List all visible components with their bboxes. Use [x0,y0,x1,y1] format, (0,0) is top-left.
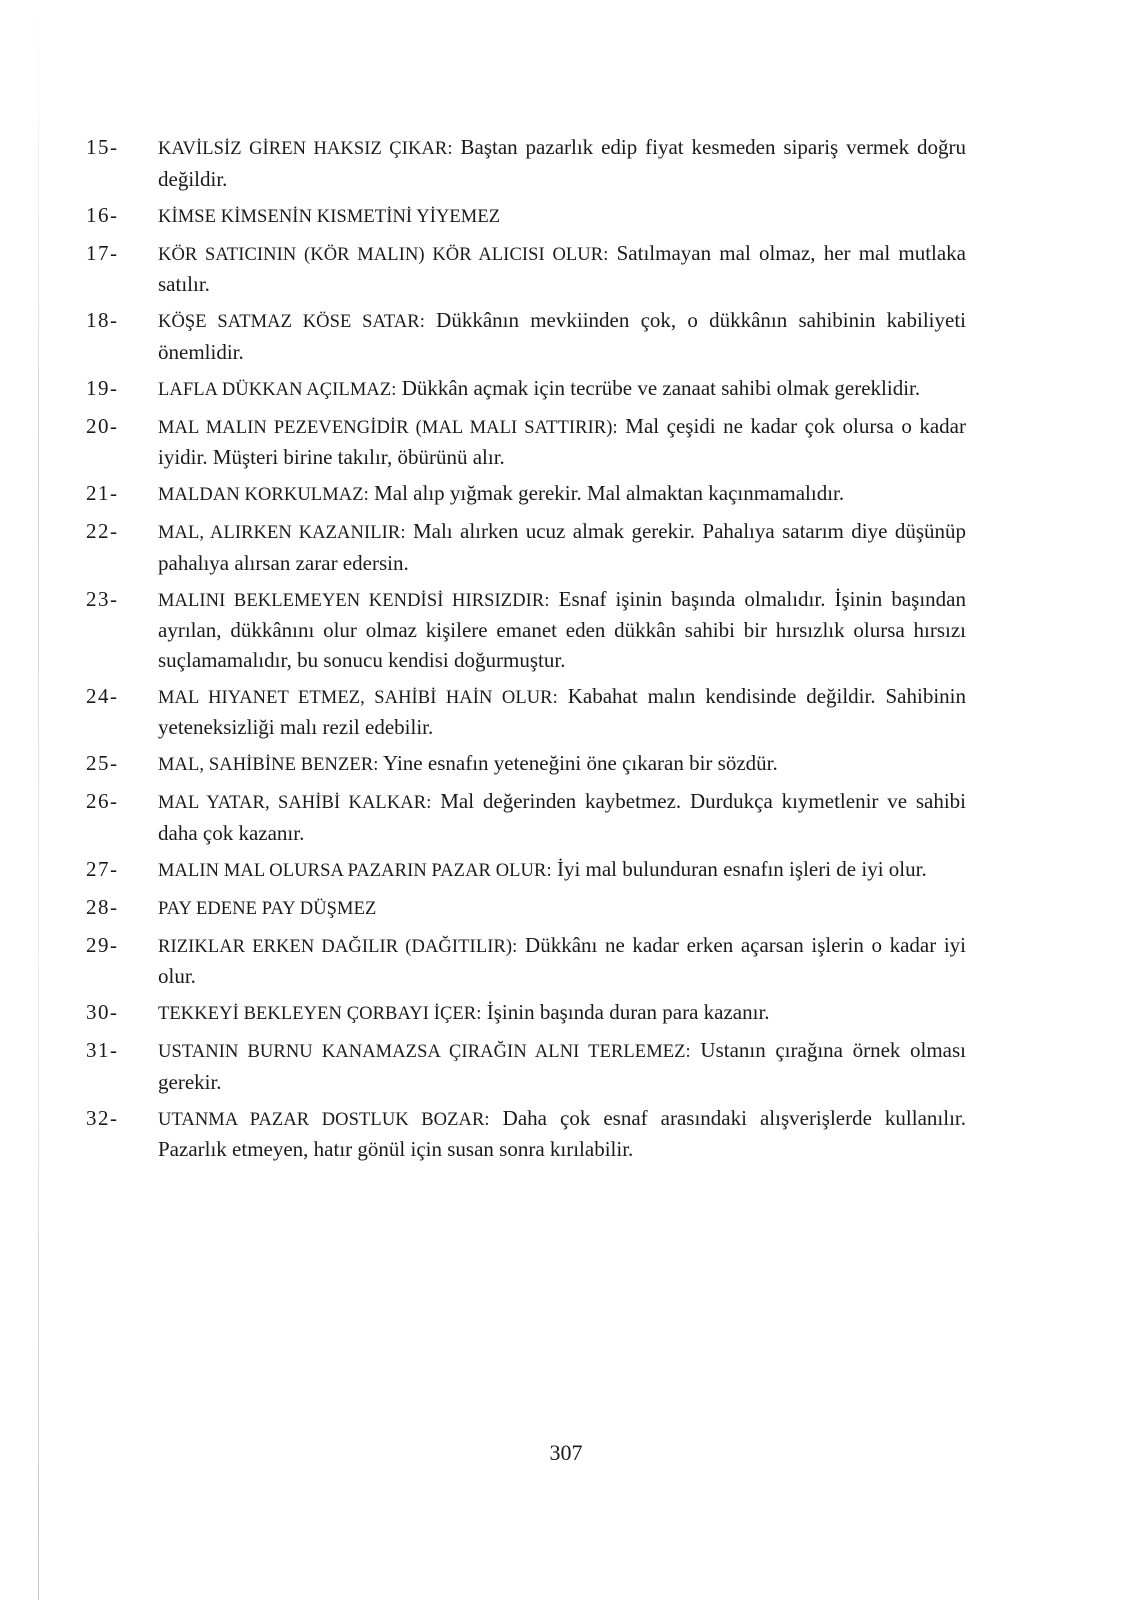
list-item [86,1036,966,1097]
proverb-explanation: Mal değerinden kaybetmez. Durdukça kıymetlenir ve sahibi daha çok kazanır. [158,789,966,845]
item-body [158,374,966,406]
proverb-heading: LAFLA DÜKKAN AÇILMAZ: [158,379,397,400]
item-body [158,855,966,887]
proverb-explanation: Daha çok esnaf arasındaki alışverişlerde kullanılır. Pazarlık etmeyen, hatır gönül için susan sonra kırılabilir. [158,1105,966,1161]
proverb-heading: MAL, SAHİBİNE BENZER: [158,755,379,775]
proverb-heading: MALINI BEKLEMEYEN KENDİSİ HIRSIZDIR: [158,590,550,611]
proverb-explanation: Kabahat malın kendisinde değildir. Sahibinin yeteneksizliği malı rezil edebilir. [158,683,966,739]
list-item [86,855,966,887]
proverb-heading: KAVİLSİZ GİREN HAKSIZ ÇIKAR: [158,139,453,159]
page-number: 307 [549,1440,583,1465]
list-item [86,787,966,848]
list-item [86,893,966,925]
item-body [158,517,966,578]
proverb-heading: MALIN MAL OLURSA PAZARIN PAZAR OLUR: [158,860,552,881]
proverb-explanation: Baştan pazarlık edip fiyat kesmeden sipariş vermek doğru değildir. [158,135,966,191]
item-number: 17- [86,240,119,265]
list-item [86,517,966,578]
item-number: 24- [86,683,119,708]
proverb-explanation: Dükkânın mevkiinden çok, o dükkânın sahibinin kabiliyeti önemlidir. [158,308,966,364]
item-number: 16- [86,202,119,227]
item-number: 27- [86,856,119,881]
list-item [86,682,966,743]
item-number: 32- [86,1105,119,1130]
proverb-list [86,133,966,1171]
item-number: 31- [86,1038,119,1062]
list-item [86,412,966,473]
list-item [86,998,966,1030]
item-number: 25- [86,751,119,775]
item-body [158,1104,966,1165]
item-number: 21- [86,481,119,505]
proverb-heading: PAY EDENE PAY DÜŞMEZ [158,898,377,919]
item-number: 30- [86,1000,119,1024]
proverb-explanation: Mal alıp yığmak gerekir. Mal almaktan kaçınmamalıdır. [368,481,845,505]
list-item [86,239,966,300]
item-number: 20- [86,413,119,438]
item-number: 19- [86,375,119,400]
proverb-heading: MAL YATAR, SAHİBİ KALKAR: [158,793,432,813]
proverb-heading: KİMSE KİMSENİN KISMETİNİ YİYEMEZ [158,206,501,227]
item-number: 18- [86,308,119,332]
list-item [86,479,966,511]
item-body [158,585,966,676]
item-number: 29- [86,932,119,957]
item-body [158,1036,966,1097]
proverb-heading: MAL, ALIRKEN KAZANILIR: [158,523,406,543]
item-number: 26- [86,789,119,813]
item-number: 22- [86,519,119,543]
proverb-explanation: Dükkân açmak için tecrübe ve zanaat sahibi olmak gereklidir. [396,375,921,400]
item-body [158,682,966,743]
proverb-explanation: Dükkânı ne kadar erken açarsan işlerin o kadar iyi olur. [158,932,966,988]
list-item [86,1104,966,1165]
item-body [158,201,966,233]
list-item [86,931,966,992]
proverb-explanation: Mal çeşidi ne kadar çok olursa o kadar iyidir. Müşteri birine takılır, öbürünü alır. [158,413,966,469]
item-body [158,749,966,781]
item-body [158,306,966,367]
list-item [86,749,966,781]
proverb-explanation: Malı alırken ucuz almak gerekir. Pahalıya satarım diye düşünüp pahalıya alırsan zarar edersin. [158,519,967,575]
proverb-explanation: Yine esnafın yeteneğini öne çıkaran bir sözdür. [378,751,778,775]
proverb-explanation: Satılmayan mal olmaz, her mal mutlaka satılır. [158,240,967,296]
scan-margin-line [38,0,39,1600]
proverb-heading: KÖŞE SATMAZ KÖSE SATAR: [158,312,425,332]
list-item [86,133,966,194]
item-body [158,998,966,1030]
item-body [158,133,966,194]
proverb-explanation: Ustanın çırağına örnek olması gerekir. [158,1038,967,1094]
proverb-heading: USTANIN BURNU KANAMAZSA ÇIRAĞIN ALNI TERLEMEZ: [158,1042,691,1062]
proverb-heading: UTANMA PAZAR DOSTLUK BOZAR: [158,1109,490,1130]
proverb-heading: RIZIKLAR ERKEN DAĞILIR (DAĞITILIR): [158,936,518,957]
proverb-explanation: İşinin başında duran para kazanır. [481,1000,770,1024]
item-body [158,412,966,473]
item-number: 23- [86,586,119,611]
proverb-heading: MALDAN KORKULMAZ: [158,485,369,505]
item-body [158,479,966,511]
list-item [86,201,966,233]
proverb-heading: MAL HIYANET ETMEZ, SAHİBİ HAİN OLUR: [158,687,558,708]
proverb-explanation: Esnaf işinin başında olmalıdır. İşinin başından ayrılan, dükkânını olur olmaz kişilere emanet eden dükkân sahibi bir hırsızlık olursa hırsızı suçlamamalıdır, bu sonucu kendisi doğurmuştur. [158,586,966,672]
item-body [158,239,966,300]
list-item [86,374,966,406]
list-item [86,306,966,367]
proverb-heading: MAL MALIN PEZEVENGİDİR (MAL MALI SATTIRIR): [158,417,618,438]
item-body [158,787,966,848]
proverb-explanation: İyi mal bulunduran esnafın işleri de iyi olur. [551,856,927,881]
item-number: 15- [86,135,119,159]
item-body [158,931,966,992]
item-number: 28- [86,894,119,919]
item-body [158,893,966,925]
proverb-heading: KÖR SATICININ (KÖR MALIN) KÖR ALICISI OLUR: [158,244,609,265]
proverb-heading: TEKKEYİ BEKLEYEN ÇORBAYI İÇER: [158,1004,482,1024]
list-item [86,585,966,676]
